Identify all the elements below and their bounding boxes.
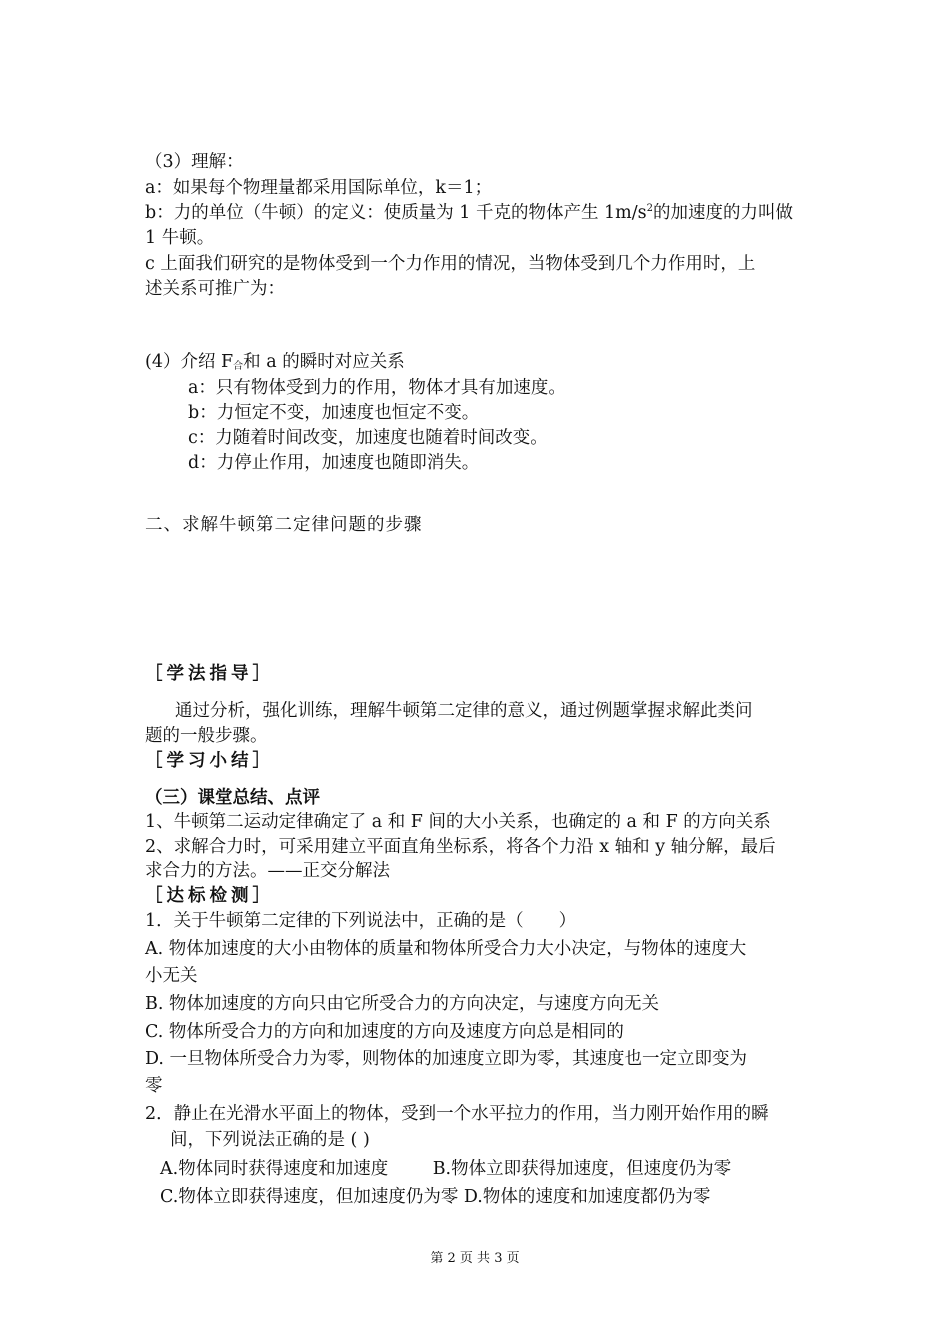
- q2-stem-line1: 2．静止在光滑水平面上的物体，受到一个水平拉力的作用，当力刚开始作用的瞬: [145, 1104, 769, 1124]
- study-method-line1: 通过分析，强化训练，理解牛顿第二定律的意义，通过例题掌握求解此类问: [175, 701, 753, 721]
- class-summary-line1: 1、牛顿第二运动定律确定了 a 和 F 间的大小关系，也确定的 a 和 F 的方向关系: [145, 812, 771, 832]
- class-summary-line3: 求合力的方法。——正交分解法: [145, 861, 390, 881]
- q2-options-ab: A.物体同时获得速度和加速度 B.物体立即获得加速度，但速度仍为零: [160, 1159, 732, 1179]
- q1-stem: 1．关于牛顿第二定律的下列说法中，正确的是（ ）: [145, 911, 577, 931]
- page-footer: 第 2 页 共 3 页: [430, 1251, 520, 1266]
- q1-option-d-line1: D. 一旦物体所受合力为零，则物体的加速度立即为零，其速度也一定立即变为: [145, 1049, 748, 1069]
- q1-option-d-line2: 零: [145, 1076, 163, 1096]
- part2-heading: 二、求解牛顿第二定律问题的步骤: [145, 515, 423, 535]
- study-method-heading: ［学法指导］: [145, 664, 274, 684]
- section3-item-c-line2: 述关系可推广为：: [145, 279, 285, 299]
- section4-item: c：力随着时间改变，加速度也随着时间改变。: [188, 428, 548, 448]
- q1-option-a-line1: A. 物体加速度的大小由物体的质量和物体所受合力大小决定，与物体的速度大: [145, 939, 747, 959]
- q2-options-cd: C.物体立即获得速度，但加速度仍为零 D.物体的速度和加速度都仍为零: [160, 1187, 711, 1207]
- section3-item-c-line1: c 上面我们研究的是物体受到一个力作用的情况，当物体受到几个力作用时，上: [145, 254, 756, 274]
- section4-item: b：力恒定不变，加速度也恒定不变。: [188, 403, 480, 423]
- q2-stem-line2: 间，下列说法正确的是 ( ): [170, 1130, 370, 1150]
- section3-item-b: b：力的单位（牛顿）的定义：使质量为 1 千克的物体产生 $1m/s^2$的加速度的力叫做: [145, 203, 794, 223]
- study-summary-heading: ［学习小结］: [145, 751, 274, 771]
- class-summary-heading: （三）课堂总结、点评: [145, 788, 320, 808]
- study-method-line2: 题的一般步骤。: [145, 726, 268, 746]
- section3-item-b-cont: 1 牛顿。: [145, 228, 215, 248]
- check-heading: ［达标检测］: [145, 886, 274, 906]
- section3-heading: （3）理解：: [145, 152, 244, 172]
- section4-item: d：力停止作用，加速度也随即消失。: [188, 453, 480, 473]
- q1-option-a-line2: 小无关: [145, 966, 198, 986]
- section4-item: a：只有物体受到力的作用，物体才具有加速度。: [188, 378, 566, 398]
- section4-heading: (4）介绍 $F_合$和 a 的瞬时对应关系: [145, 352, 405, 372]
- q1-option-b: B. 物体加速度的方向只由它所受合力的方向决定，与速度方向无关: [145, 994, 659, 1014]
- q1-option-c: C. 物体所受合力的方向和加速度的方向及速度方向总是相同的: [145, 1022, 624, 1042]
- section3-item-a: a：如果每个物理量都采用国际单位，k＝1；: [145, 178, 493, 198]
- class-summary-line2: 2、求解合力时，可采用建立平面直角坐标系，将各个力沿 x 轴和 y 轴分解，最后: [145, 837, 776, 857]
